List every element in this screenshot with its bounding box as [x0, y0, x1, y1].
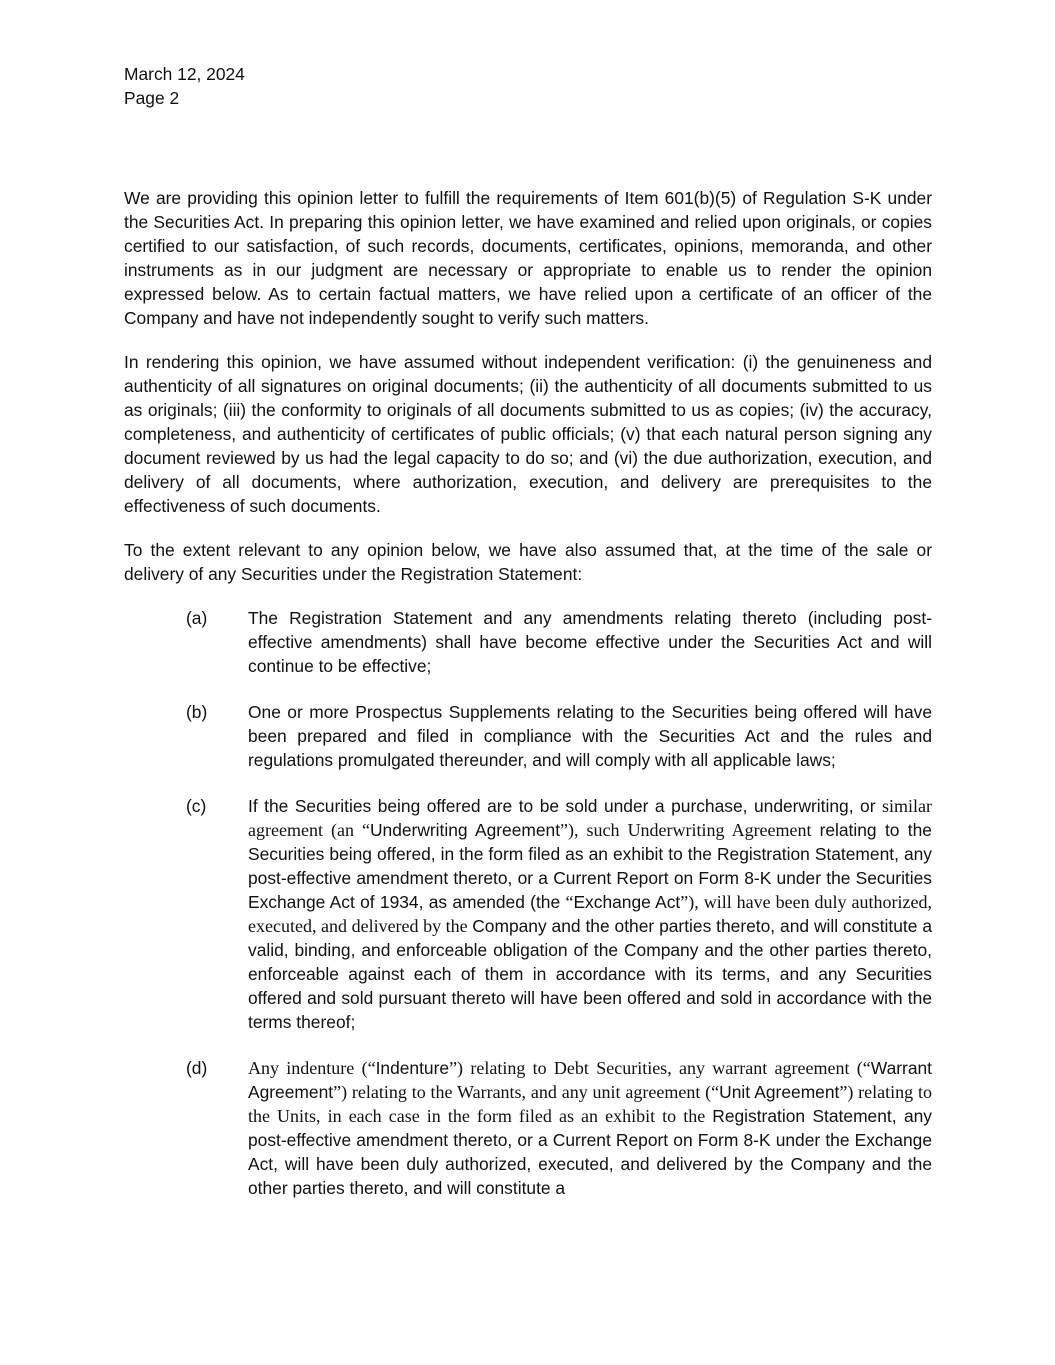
text-run-serif: ”), such Underwriting Agreement: [560, 820, 820, 840]
text-run-serif: similar agreement (an “: [248, 796, 932, 840]
text-run: Company and the other parties thereto, and will constitute a valid, binding, and enforceable obligation of the Company and the other parties thereto, enforceable against each of them in accordance with its terms, and any Securities offered and sold pursuant thereto will have been offered and sold in accordance with the terms thereof;: [248, 916, 932, 1032]
defined-term: Underwriting Agreement: [369, 820, 561, 840]
paragraph-purpose: We are providing this opinion letter to fulfill the requirements of Item 601(b)(5) of Regulation S-K under the Securities Act. In preparing this opinion letter, we have examined and relied upon originals, or copies certified to our satisfaction, of such records, documents, certificates, opinions, memoranda, and other instruments as in our judgment are necessary or appropriate to enable us to render the opinion expressed below. As to certain factual matters, we have relied upon a certificate of an officer of the Company and have not independently sought to verify such matters.: [124, 188, 932, 328]
letter-date: March 12, 2024: [124, 64, 245, 84]
paragraph-assumptions: In rendering this opinion, we have assumed without independent verification: (i) the genuineness and authenticity of all signatures on original documents; (ii) the authenticity of all documents submitted to us as originals; (iii) the conformity to originals of all documents submitted to us as copies; (iv) the accuracy, completeness, and authenticity of certificates of public officials; (v) that each natural person signing any document reviewed by us had the legal capacity to do so; and (vi) the due authorization, execution, and delivery of all documents, where authorization, execution, and delivery are prerequisites to the effectiveness of such documents.: [124, 352, 932, 516]
list-item-text: [248, 1056, 932, 1200]
text-run-serif: Any indenture (“: [248, 1058, 376, 1078]
list-item-d: [124, 1056, 932, 1200]
text-run: relating to the Securities being offered, in the form filed as an exhibit to the Registration Statement, any post-effective amendment thereto, or a Current Report on Form 8-K under the Securities Exchange Act of 1934, as amended (the: [248, 820, 932, 912]
list-item-label: (b): [186, 702, 208, 722]
text-run: If the Securities being offered are to be sold under a purchase, underwriting, or: [248, 796, 882, 816]
text-run-serif: ”), will have been duly authorized, executed, and delivered by the: [248, 892, 932, 936]
list-item-text: The Registration Statement and any amendments relating thereto (including post-effective amendments) shall have become effective under the Securities Act and will continue to be effective;: [248, 608, 932, 676]
list-item-b: [124, 700, 932, 772]
list-item-label: (c): [186, 796, 207, 816]
list-item-c: [124, 794, 932, 1034]
defined-term: Exchange Act: [573, 892, 681, 912]
page-number: Page 2: [124, 88, 180, 108]
defined-term: Unit Agreement: [719, 1082, 840, 1102]
list-item-label: (d): [186, 1058, 208, 1078]
text-run-serif: ”) relating to Debt Securities, any warrant agreement (“: [449, 1058, 871, 1078]
paragraph-extent: To the extent relevant to any opinion below, we have also assumed that, at the time of the sale or delivery of any Securities under the Registration Statement:: [124, 540, 932, 584]
list-item-text: One or more Prospectus Supplements relating to the Securities being offered will have been prepared and filed in compliance with the Securities Act and the rules and regulations promulgated thereunder, and will comply with all applicable laws;: [248, 702, 932, 770]
defined-term: Indenture: [375, 1058, 450, 1078]
list-item-text: [248, 794, 932, 1034]
text-run-serif: ”) relating to the Units, in each case in the form filed as an exhibit to the: [248, 1082, 932, 1126]
text-run-serif: ”) relating to the Warrants, and any unit agreement (“: [333, 1082, 720, 1102]
text-run: Registration Statement, any post-effective amendment thereto, or a Current Report on Form 8-K under the Exchange Act, will have been duly authorized, executed, and delivered by the Company and the other parties thereto, and will constitute a: [248, 1106, 932, 1198]
page-header: [124, 62, 524, 110]
list-item-label: (a): [186, 608, 208, 628]
list-item-a: [124, 606, 932, 678]
letter-body: [124, 186, 932, 1222]
text-run-serif: “: [565, 892, 574, 912]
defined-term: Warrant Agreement: [248, 1058, 932, 1102]
